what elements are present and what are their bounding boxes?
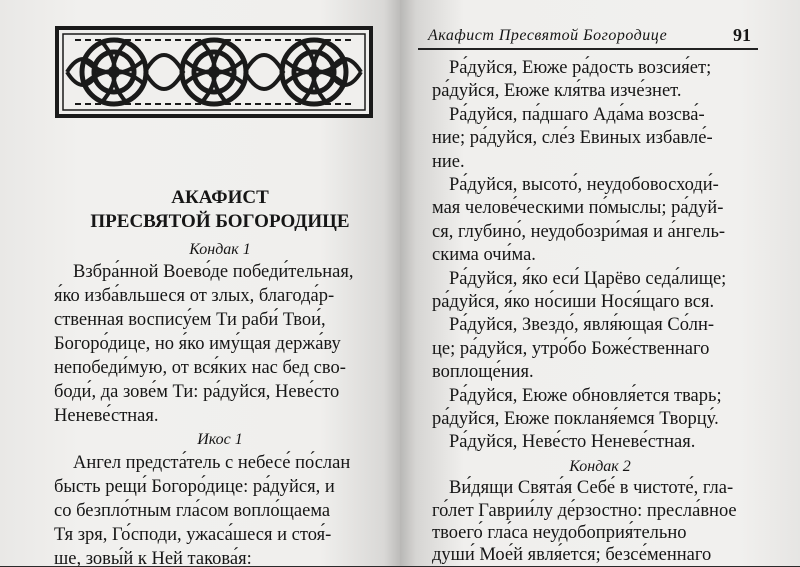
text-line: го́лет Гаврии́лу де́рзостно: пресла́вное: [432, 501, 737, 521]
kondak2-heading: Кондак 2: [569, 458, 631, 475]
text-line: души́ Мое́й явля́ется; безсе́меннаго: [432, 545, 712, 565]
text-line: Взбра́нной Воево́де победи́тельная,: [73, 262, 354, 282]
text-line: Ви́дящи Свята́я Себе́ в чистоте́, гла-: [449, 478, 734, 498]
text-line: ра́дуйся, я́ко но́сиши Нося́щаго вся.: [432, 292, 715, 312]
text-line: ра́дуйся, Еюже покланя́емся Творцу́.: [432, 409, 719, 429]
text-line: боди́, да зове́м Ти: ра́дуйся, Неве́сто: [54, 382, 340, 402]
text-line: Ангел предста́тель с небесе́ по́слан: [73, 453, 351, 473]
text-line: Ра́дуйся, Еюже обновля́ется тварь;: [449, 385, 722, 406]
text-line: со безпло́тным гла́сом вопло́щаема: [54, 501, 331, 521]
running-head: Акафист Пресвятой Богородице: [428, 27, 668, 44]
text-line: Богоро́дице, но я́ко иму́щая держа́ву: [54, 334, 341, 354]
text-line: ся, глубино́, неудобозри́мая и а́нгель-: [432, 221, 726, 242]
text-line: ние.: [432, 151, 465, 172]
ikos1-heading: Икос 1: [197, 431, 243, 448]
kondak1-heading: Кондак 1: [189, 241, 251, 258]
text-line: Неневе́стная.: [54, 406, 159, 426]
text-line: Ра́дуйся, Еюже ра́дость возсия́ет;: [449, 58, 712, 78]
celtic-knot-ornament: [55, 26, 373, 118]
text-line: ра́дуйся, Еюже кля́тва изче́знет.: [432, 81, 682, 102]
book-title-line1: АКАФИСТ: [171, 187, 269, 208]
text-line: воплоще́ния.: [432, 362, 534, 383]
text-line: бысть рещи́ Богоро́дице: ра́дуйся, и: [54, 477, 335, 497]
text-line: Тя зря, Го́споди, ужаса́шеся и стоя́-: [54, 525, 332, 545]
text-line: я́ко изба́вльшеся от злых, благода́р-: [54, 286, 335, 306]
header-rule: [418, 48, 758, 50]
text-line: ние; ра́дуйся, сле́з Евиных избавле́-: [432, 128, 713, 149]
text-line: Ра́дуйся, Неве́сто Неневе́стная.: [449, 432, 696, 453]
text-line: твоего́ гла́са неудобоприя́тельно: [432, 523, 687, 543]
text-line: Ра́дуйся, па́дшаго Ада́ма возсва́-: [449, 104, 705, 125]
text-line: ственная воспису́ем Ти раби́ Твои́,: [54, 310, 326, 330]
text-line: скима очи́ма.: [432, 245, 536, 266]
book-title-line2: ПРЕСВЯТОЙ БОГОРОДИЦЕ: [90, 211, 350, 232]
text-line: мая челове́ческими по́мыслы; ра́дуй-: [432, 198, 724, 219]
text-line: це; ра́дуйся, утро́бо Боже́ственнаго: [432, 338, 710, 359]
left-page: [0, 0, 400, 566]
text-line: непобеди́мую, от вся́ких нас бед сво-: [54, 358, 346, 378]
text-line: Ра́дуйся, я́ко еси́ Царёво седа́лище;: [449, 268, 727, 289]
page-number: 91: [733, 25, 751, 45]
text-line: Ра́дуйся, Звездо́, явля́ющая Со́лн-: [449, 315, 715, 336]
text-line: Ра́дуйся, высото́, неудобовосходи́-: [449, 175, 719, 195]
text-line: ше, зовы́й к Ней такова́я:: [54, 549, 252, 566]
